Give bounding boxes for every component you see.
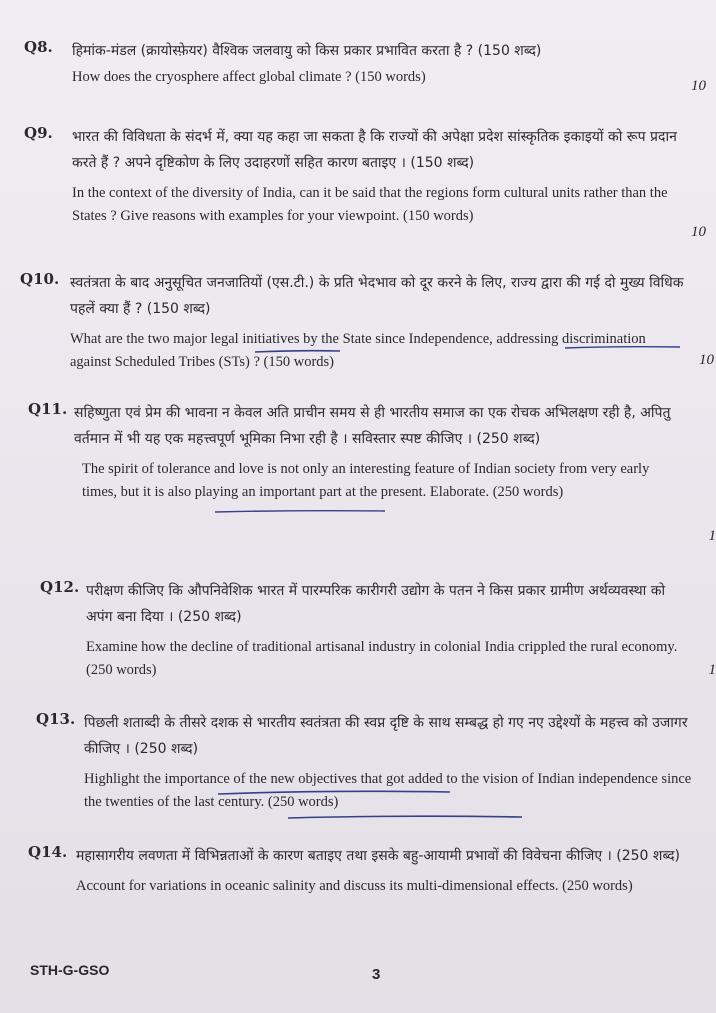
question-english: How does the cryosphere affect global climate ? (150 words) [72, 69, 426, 85]
question-number: Q13. [36, 710, 76, 728]
question-q12 [40, 578, 716, 682]
paper-code: STH-G-GSO [30, 962, 110, 978]
question-number: Q9. [24, 124, 53, 142]
question-english: In the context of the diversity of India, can it be said that the regions form cultural units rather than the States ? Give reasons with examples for your viewpoint. (150 words) [72, 185, 668, 224]
question-q13 [36, 710, 716, 814]
question-q9 [24, 124, 716, 240]
question-q14 [28, 843, 716, 898]
question-english: Examine how the decline of traditional artisanal industry in colonial India crippled the rural economy. (250 words) [86, 639, 678, 678]
question-marks: 1 [708, 528, 716, 544]
question-number: Q8. [24, 38, 53, 56]
question-q11 [28, 400, 716, 544]
question-hindi: भारत की विविधता के संदर्भ में, क्या यह कहा जा सकता है कि राज्यों की अपेक्षा प्रदेश सांस्कृतिक इकाइयों को रूप प्रदान करते हैं ? अपने दृष्टिकोण के लिए उदाहरणों सहित कारण बताइए । (150 शब्द) [72, 129, 677, 171]
question-english: What are the two major legal initiatives by the State since Independence, addressing discrimination against Scheduled Tribes (STs) ? (150 words) [70, 331, 646, 370]
question-hindi: परीक्षण कीजिए कि औपनिवेशिक भारत में पारम्परिक कारीगरी उद्योग के पतन ने किस प्रकार ग्रामीण अर्थव्यवस्था को अपंग बना दिया । (250 शब्द) [86, 583, 666, 625]
question-marks: 10 [691, 224, 706, 240]
question-marks: 10 [691, 78, 706, 94]
question-number: Q14. [28, 843, 68, 861]
question-number: Q12. [40, 578, 80, 596]
question-number: Q11. [28, 400, 68, 418]
question-hindi: हिमांक-मंडल (क्रायोस्फ़ेयर) वैश्विक जलवायु को किस प्रकार प्रभावित करता है ? (150 शब्द) [72, 43, 542, 59]
question-number: Q10. [20, 270, 60, 288]
question-english: Highlight the importance of the new objectives that got added to the vision of Indian independence since the twenties of the last century. (250 words) [84, 771, 692, 810]
question-q8 [24, 38, 716, 94]
question-hindi: स्वतंत्रता के बाद अनुसूचित जनजातियों (एस.टी.) के प्रति भेदभाव को दूर करने के लिए, राज्य द्वारा की गई दो मुख्य विधिक पहलें क्या हैं ? (150 शब्द) [70, 275, 684, 317]
question-q10 [20, 270, 716, 374]
question-marks: 10 [699, 352, 714, 368]
question-english: The spirit of tolerance and love is not only an interesting feature of Indian society from very early times, but it is also playing an important part at the present. Elaborate. (250 words) [82, 461, 650, 500]
question-hindi: सहिष्णुता एवं प्रेम की भावना न केवल अति प्राचीन समय से ही भारतीय समाज का एक रोचक अभिलक्षण रही है, अपितु वर्तमान में भी यह एक महत्त्वपूर्ण भूमिका निभा रही है । सविस्तार स्पष्ट कीजिए । (250 शब्द) [74, 405, 671, 447]
question-hindi: महासागरीय लवणता में विभिन्नताओं के कारण बताइए तथा इसके बहु-आयामी प्रभावों की विवेचना कीजिए । (250 शब्द) [76, 848, 680, 864]
question-hindi: पिछली शताब्दी के तीसरे दशक से भारतीय स्वतंत्रता की स्वप्न दृष्टि के साथ सम्बद्ध हो गए नए उद्देश्यों के महत्त्व को उजागर कीजिए । (250 शब्द) [84, 715, 688, 757]
question-english: Account for variations in oceanic salinity and discuss its multi-dimensional effects. (250 words) [76, 878, 633, 894]
page-number: 3 [372, 966, 381, 983]
question-marks: 1 [708, 662, 716, 678]
